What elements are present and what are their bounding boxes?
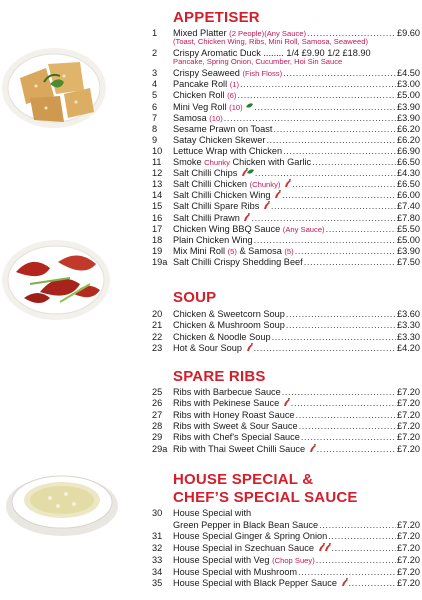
item-body [173,444,420,455]
sesame-prawn-toast-photo [0,38,142,130]
section-title-appetiser: APPETISER [173,9,260,26]
item-price: £7.20 [397,531,420,542]
item-body [173,387,420,398]
item-name: Pancake Roll (1) [173,79,239,90]
item-number: 14 [152,190,163,201]
chilli-icon [305,444,316,454]
item-price: £7.50 [397,256,420,267]
item-number: 3 [152,68,158,79]
item-name: Mini Veg Roll (10) [173,102,253,113]
item-number: 17 [152,223,163,234]
item-note: (5) [284,246,294,256]
item-number: 35 [152,578,163,589]
item-price: £4.50 [397,68,420,79]
leader-dots [283,68,396,79]
item-body [173,224,420,235]
item-body [173,309,420,320]
item-note: (10) [229,102,243,112]
item-body [173,531,420,542]
item-number: 7 [152,112,158,123]
item-number: 16 [152,212,163,223]
item-price: £3.00 [397,79,420,90]
leader-dots [316,555,396,566]
section-title-chefs-special-sauce: CHEF’S SPECIAL SAUCE [173,489,358,506]
menu-item [152,179,420,190]
item-name: Salt Chilli Chips [173,168,254,179]
item-price: £6.20 [397,123,420,134]
item-name: Smoke Chunky Chicken with Garlic [173,157,312,167]
item-number: 33 [152,554,163,565]
item-body [173,520,420,531]
menu-item [152,343,420,354]
item-name: House Special with [173,508,252,518]
item-name: House Special Ginger & Spring Onion [173,531,328,542]
item-number: 15 [152,201,163,212]
item-number: 6 [152,101,158,112]
item-price: £5.00 [397,90,420,101]
item-number: 5 [152,90,158,101]
item-number: 29a [152,443,168,454]
leader-dots [304,257,396,268]
item-price: £7.20 [397,443,420,454]
item-name: Samosa (10) [173,112,223,123]
menu-item [152,235,420,246]
item-price: £5.50 [397,223,420,234]
menu-item [152,102,420,113]
item-note: (Any Sauce) [282,224,325,234]
item-name: Lettuce Wrap with Chicken [173,145,283,156]
item-price: £7.80 [397,212,420,223]
item-number: 10 [152,145,163,156]
menu-item [152,79,420,90]
item-number: 26 [152,398,163,409]
chilli-icon [259,201,270,211]
chicken-soup-photo [0,462,142,542]
item-number: 19a [152,256,168,267]
item-subtext: Pancake, Spring Onion, Cucumber, Hoi Sin Sauce [173,57,343,67]
item-body [173,157,420,168]
item-price: £7.20 [397,409,420,420]
item-name: Salt Chilli Chicken (Chunky) [173,179,291,190]
menu-item [152,387,420,398]
menu-item [152,113,420,124]
menu-item [152,332,420,343]
menu-item [152,309,420,320]
item-name: Rib with Thai Sweet Chilli Sauce [173,444,316,455]
menu-item [152,224,420,235]
item-name: Ribs with Honey Roast Sauce [173,409,295,420]
item-name: Ribs with Sweet & Sour Sauce [173,420,298,431]
item-name: House Special in Szechuan Sauce [173,543,331,554]
item-price: £7.20 [397,578,420,589]
item-number: 4 [152,79,158,90]
item-body [173,246,420,257]
item-body [173,332,420,343]
item-body [173,508,420,519]
item-name: Salt Chilli Spare Ribs [173,201,270,212]
item-price: £3.60 [397,309,420,319]
chilli-icon [242,343,253,353]
item-price: £4.20 [397,342,420,353]
menu-item [152,398,420,409]
menu-item [152,410,420,421]
item-price: £3.30 [397,320,420,331]
menu-item [152,201,420,212]
section-title-soup: SOUP [173,289,217,306]
item-price: £7.20 [397,420,420,431]
item-name: Plain Chicken Wing [173,234,253,245]
section-title-spare-ribs: SPARE RIBS [173,368,266,385]
chilli-leaf-icon [237,168,254,178]
item-price: £6.20 [397,134,420,145]
item-body [173,343,420,354]
item-name: Salt Chilli Crispy Shedding Beef [173,256,303,267]
menu-item [152,520,420,531]
item-price: £6.00 [397,190,420,201]
menu-item [152,90,420,101]
item-body [173,113,420,124]
chilli-icon [337,578,348,588]
item-price: £6.50 [397,179,420,190]
item-name: Chicken & Sweetcorn Soup [173,309,285,319]
item-number: 21 [152,320,163,331]
item-name: Chicken Wing BBQ Sauce (Any Sauce) [173,223,325,234]
item-price: £3.90 [397,101,420,112]
menu-item [152,567,420,578]
item-body [173,543,420,554]
item-number: 20 [152,309,163,319]
item-body [173,102,420,113]
item-note: (Chunky) [249,180,281,190]
item-note: (5) [227,246,237,256]
item-note: (2 People)(Any Sauce) [229,29,306,38]
item-name: Salt Chilli Prawn [173,213,250,224]
item-number: 32 [152,543,163,554]
menu-item [152,135,420,146]
menu-item [152,146,420,157]
leader-dots [283,146,396,157]
leader-dots [349,578,397,589]
leader-dots [332,543,396,554]
menu-item [152,68,420,79]
leaf-icon [243,102,254,112]
leader-dots [254,343,396,354]
leader-dots [271,201,396,212]
item-price: £7.20 [397,543,420,554]
item-body [173,68,420,79]
chilli-icon [271,190,282,200]
leader-dots [286,320,396,331]
item-price: £7.20 [397,398,420,409]
item-number: 30 [152,508,163,518]
menu-item [152,168,420,179]
chilli-icon [279,398,290,408]
item-name: Crispy Aromatic Duck ........ 1/4 £9.90 1/2 £18.90 [173,48,371,59]
leader-dots [282,387,396,398]
menu-item [152,444,420,455]
item-price: £7.20 [397,519,420,530]
leader-dots [299,421,396,432]
menu-item [152,320,420,331]
item-body [173,168,420,179]
leader-dots [319,520,396,531]
item-number: 19 [152,245,163,256]
item-price: £7.20 [397,432,420,443]
leader-dots [237,90,396,101]
item-price: £6.50 [397,157,420,167]
leader-dots [254,235,396,246]
item-note: (10) [209,113,223,123]
menu-item [152,190,420,201]
chicken-wings-photo [0,232,142,324]
item-subtext: (Toast, Chicken Wing, Ribs, Mini Roll, Samosa, Seaweed) [173,37,368,47]
item-price: £7.20 [397,554,420,565]
item-note: (1) [229,80,239,90]
item-number: 28 [152,420,163,431]
item-number: 25 [152,387,163,397]
item-body [173,135,420,146]
item-name: Mixed Platter (2 People)(Any Sauce) [173,28,306,38]
item-body [173,190,420,201]
item-name: Satay Chicken Skewer [173,134,266,145]
leader-dots [286,309,396,320]
item-number: 8 [152,123,158,134]
item-number: 9 [152,134,158,145]
item-body [173,578,420,589]
item-body [173,555,420,566]
item-name: House Special with Veg (Chop Suey) [173,554,315,565]
item-name: Ribs with Pekinese Sauce [173,398,290,409]
item-body [173,124,420,135]
item-body [173,398,420,409]
leader-dots [326,224,396,235]
leader-dots [251,213,396,224]
item-body [173,90,420,101]
item-name: Chicken Roll (6) [173,90,237,101]
leader-dots [254,102,396,113]
section-title-house-special: HOUSE SPECIAL & [173,471,314,488]
double-chilli-icon [314,543,331,553]
item-number: 2 [152,48,158,59]
item-body [173,567,420,578]
chilli-icon [280,179,291,189]
item-price: £6.90 [397,145,420,156]
leader-dots [291,398,396,409]
item-price: £7.40 [397,201,420,212]
item-number: 12 [152,168,163,179]
leader-dots [282,190,396,201]
item-number: 27 [152,409,163,420]
item-price: £9.60 [397,28,420,38]
item-body [173,320,420,331]
item-note: (6) [227,91,237,101]
item-price: £7.20 [397,387,420,397]
item-number: 18 [152,234,163,245]
menu-item [152,508,420,519]
menu-item [152,578,420,589]
menu-item [152,432,420,443]
leader-dots [301,432,396,443]
item-number: 31 [152,531,163,542]
item-name: Ribs with Barbecue Sauce [173,387,281,397]
item-price: £4.30 [397,168,420,179]
item-body [173,79,420,90]
item-price: £3.90 [397,245,420,256]
item-note: (Chop Suey) [272,555,315,565]
item-price: £7.20 [397,566,420,577]
item-name: Salt Chilli Chicken Wing [173,190,281,201]
item-number: 22 [152,331,163,342]
item-number: 1 [152,28,158,38]
leader-dots [224,113,396,124]
item-body [173,410,420,421]
item-body [173,179,420,190]
item-body [173,432,420,443]
menu-item [152,124,420,135]
chilli-icon [240,213,251,223]
item-name: House Special with Mushroom [173,566,298,577]
leader-dots [328,531,396,542]
leader-dots [240,79,396,90]
item-body [173,235,420,246]
menu-item [152,531,420,542]
item-name: Chicken & Noodle Soup [173,331,271,342]
leader-dots [296,410,396,421]
item-number: 34 [152,566,163,577]
item-number: 11 [152,157,162,167]
menu-item [152,543,420,554]
leader-dots [272,332,396,343]
leader-dots [255,168,396,179]
leader-dots [292,179,396,190]
item-body [173,421,420,432]
item-name: Ribs with Chef's Special Sauce [173,432,300,443]
item-note: Chunky [204,158,230,167]
item-body [173,146,420,157]
leader-dots [312,157,396,168]
leader-dots [298,567,396,578]
menu-item [152,157,420,168]
item-body [173,201,420,212]
item-name: Hot & Sour Soup [173,343,253,354]
menu-item [152,213,420,224]
item-price: £3.30 [397,331,420,342]
item-name: Chicken & Mushroom Soup [173,320,285,331]
item-body [173,213,420,224]
item-body [173,257,420,268]
item-name: Mix Mini Roll (5) & Samosa (5) [173,245,294,256]
menu-item [152,555,420,566]
menu-item [152,421,420,432]
item-name: Green Pepper in Black Bean Sauce [173,519,319,530]
item-name: House Special with Black Pepper Sauce [173,578,348,589]
item-note: (Fish Floss) [242,69,283,79]
item-name: Crispy Seaweed (Fish Floss) [173,68,283,79]
item-number: 29 [152,432,163,443]
menu-item [152,257,420,268]
item-name: Sesame Prawn on Toast [173,123,273,134]
item-number: 23 [152,342,163,353]
item-price: £5.00 [397,234,420,245]
item-price: £3.90 [397,112,420,123]
item-number: 13 [152,179,163,190]
menu-item [152,246,420,257]
leader-dots [266,135,396,146]
leader-dots [317,444,396,455]
leader-dots [273,124,396,135]
leader-dots [295,246,396,257]
